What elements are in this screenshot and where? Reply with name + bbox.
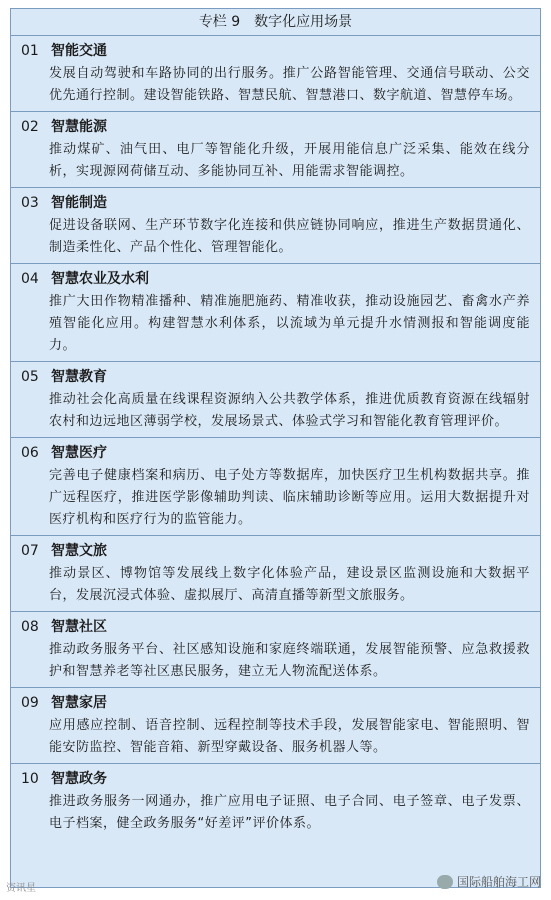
section-heading — [21, 539, 530, 563]
section-title: 智慧家居 — [51, 695, 107, 711]
section-body: 应用感应控制、语音控制、远程控制等技术手段，发展智能家电、智能照明、智能安防监控、智能音箱、新型穿戴设备、服务机器人等。 — [49, 718, 530, 755]
section-number: 09 — [21, 695, 39, 711]
section-body: 推动景区、博物馆等发展线上数字化体验产品，建设景区监测设施和大数据平台，发展沉浸式体验、虚拟展厅、高清直播等新型文旅服务。 — [49, 566, 530, 603]
watermark-right — [437, 873, 541, 890]
section-03 — [11, 188, 540, 264]
section-02 — [11, 112, 540, 188]
section-title: 智慧社区 — [51, 619, 107, 635]
section-05 — [11, 362, 540, 438]
section-body: 推动煤矿、油气田、电厂等智能化升级，开展用能信息广泛采集、能效在线分析，实现源网荷储互动、多能协同互补、用能需求智能调控。 — [49, 142, 530, 179]
section-06 — [11, 438, 540, 536]
section-title: 智能交通 — [51, 43, 107, 59]
section-heading — [21, 191, 530, 215]
section-heading — [21, 365, 530, 389]
watermark-left: 资讯星 — [6, 883, 36, 894]
wechat-icon — [437, 875, 453, 889]
section-heading — [21, 39, 530, 63]
section-body: 完善电子健康档案和病历、电子处方等数据库，加快医疗卫生机构数据共享。推广远程医疗，推进医学影像辅助判读、临床辅助诊断等应用。运用大数据提升对医疗机构和医疗行为的监管能力。 — [49, 468, 530, 527]
watermark-right-text: 国际船舶海工网 — [456, 875, 541, 889]
section-title: 智慧能源 — [51, 119, 107, 135]
section-body: 推动政务服务平台、社区感知设施和家庭终端联通，发展智能预警、应急救援救护和智慧养老等社区惠民服务，建立无人物流配送体系。 — [49, 642, 530, 679]
section-body: 促进设备联网、生产环节数字化连接和供应链协同响应，推进生产数据贯通化、制造柔性化、产品个性化、管理智能化。 — [49, 218, 530, 255]
section-08 — [11, 612, 540, 688]
section-number: 01 — [21, 43, 39, 59]
section-heading — [21, 615, 530, 639]
section-body: 发展自动驾驶和车路协同的出行服务。推广公路智能管理、交通信号联动、公交优先通行控制。建设智能铁路、智慧民航、智慧港口、数字航道、智慧停车场。 — [49, 66, 530, 103]
section-heading — [21, 441, 530, 465]
section-heading — [21, 767, 530, 791]
section-heading — [21, 691, 530, 715]
section-body: 推广大田作物精准播种、精准施肥施药、精准收获，推动设施园艺、畜禽水产养殖智能化应用。构建智慧水利体系，以流域为单元提升水情测报和智能调度能力。 — [49, 294, 530, 353]
section-number: 07 — [21, 543, 39, 559]
section-title: 智能制造 — [51, 195, 107, 211]
section-heading — [21, 115, 530, 139]
digital-scenarios-box — [10, 8, 541, 888]
section-body: 推动社会化高质量在线课程资源纳入公共教学体系，推进优质教育资源在线辐射农村和边远地区薄弱学校，发展场景式、体验式学习和智能化教育管理评价。 — [49, 392, 530, 429]
section-number: 10 — [21, 771, 39, 787]
section-number: 06 — [21, 445, 39, 461]
section-heading — [21, 267, 530, 291]
section-number: 02 — [21, 119, 39, 135]
section-09 — [11, 688, 540, 764]
section-body: 推进政务服务一网通办，推广应用电子证照、电子合同、电子签章、电子发票、电子档案，健全政务服务“好差评”评价体系。 — [49, 794, 530, 831]
section-title: 智慧教育 — [51, 369, 107, 385]
section-title: 智慧政务 — [51, 771, 107, 787]
section-number: 05 — [21, 369, 39, 385]
section-10 — [11, 764, 540, 839]
box-title: 专栏 9 数字化应用场景 — [11, 9, 540, 36]
sections-list — [11, 36, 540, 839]
section-title: 智慧农业及水利 — [51, 271, 149, 287]
section-07 — [11, 536, 540, 612]
section-number: 03 — [21, 195, 39, 211]
section-01 — [11, 36, 540, 112]
section-title: 智慧医疗 — [51, 445, 107, 461]
section-number: 04 — [21, 271, 39, 287]
section-04 — [11, 264, 540, 362]
section-title: 智慧文旅 — [51, 543, 107, 559]
section-number: 08 — [21, 619, 39, 635]
